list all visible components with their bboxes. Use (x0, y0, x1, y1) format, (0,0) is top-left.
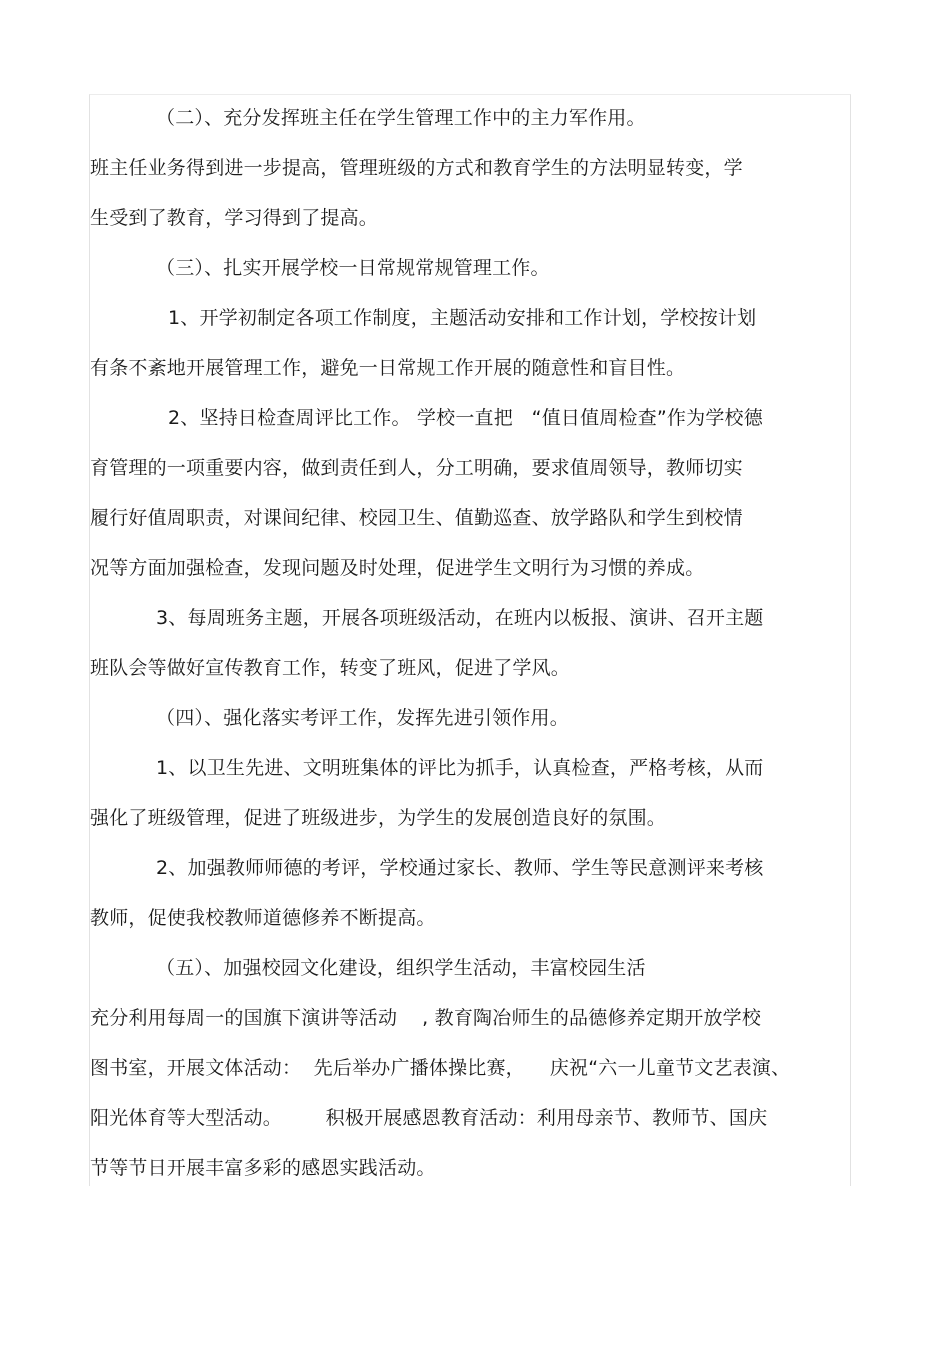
paragraph-line: 教师，促使我校教师道德修养不断提高。 (90, 907, 436, 929)
paragraph-line: 强化了班级管理，促进了班级进步，为学生的发展创造良好的氛围。 (90, 807, 667, 829)
paragraph-line: 有条不紊地开展管理工作，避免一日常规工作开展的随意性和盲目性。 (90, 357, 686, 379)
section-heading-4: （四）、强化落实考评工作，发挥先进引领作用。 (156, 707, 569, 729)
paragraph-line: 班队会等做好宣传教育工作，转变了班风，促进了学风。 (90, 657, 571, 679)
paragraph-line: 充分利用每周一的国旗下演讲等活动 , 教育陶冶师生的品德修养定期开放学校 (90, 1007, 762, 1029)
paragraph-line: 况等方面加强检查，发现问题及时处理，促进学生文明行为习惯的养成。 (90, 557, 705, 579)
list-item-line: 2、加强教师师德的考评，学校通过家长、教师、学生等民意测评来考核 (156, 857, 764, 879)
section-heading-5: （五）、加强校园文化建设，组织学生活动，丰富校园生活 (156, 957, 646, 979)
list-item-line: 1、以卫生先进、文明班集体的评比为抓手，认真检查，严格考核，从而 (156, 757, 764, 779)
paragraph-line: 履行好值周职责，对课间纪律、校园卫生、值勤巡查、放学路队和学生到校情 (90, 507, 743, 529)
paragraph-line: 育管理的一项重要内容，做到责任到人，分工明确，要求值周领导，教师切实 (90, 457, 743, 479)
paragraph-line: 图书室，开展文体活动： 先后举办广播体操比赛， 庆祝“六一儿童节文艺表演、 (90, 1057, 791, 1079)
section-heading-3: （三）、扎实开展学校一日常规常规管理工作。 (156, 257, 550, 279)
paragraph-line: 班主任业务得到进一步提高，管理班级的方式和教育学生的方法明显转变，学 (90, 157, 743, 179)
paragraph-line: 生受到了教育，学习得到了提高。 (90, 207, 379, 229)
paragraph-line: 节等节日开展丰富多彩的感恩实践活动。 (90, 1157, 436, 1179)
list-item-line: 3、每周班务主题，开展各项班级活动，在班内以板报、演讲、召开主题 (156, 607, 764, 629)
section-heading-2: （二）、充分发挥班主任在学生管理工作中的主力军作用。 (156, 107, 646, 129)
list-item-line: 1、开学初制定各项工作制度，主题活动安排和工作计划，学校按计划 (168, 307, 757, 329)
paragraph-line: 阳光体育等大型活动。 积极开展感恩教育活动：利用母亲节、教师节、国庆 (90, 1107, 768, 1129)
list-item-line: 2、坚持日检查周评比工作。 学校一直把 “值日值周检查”作为学校德 (168, 407, 763, 429)
